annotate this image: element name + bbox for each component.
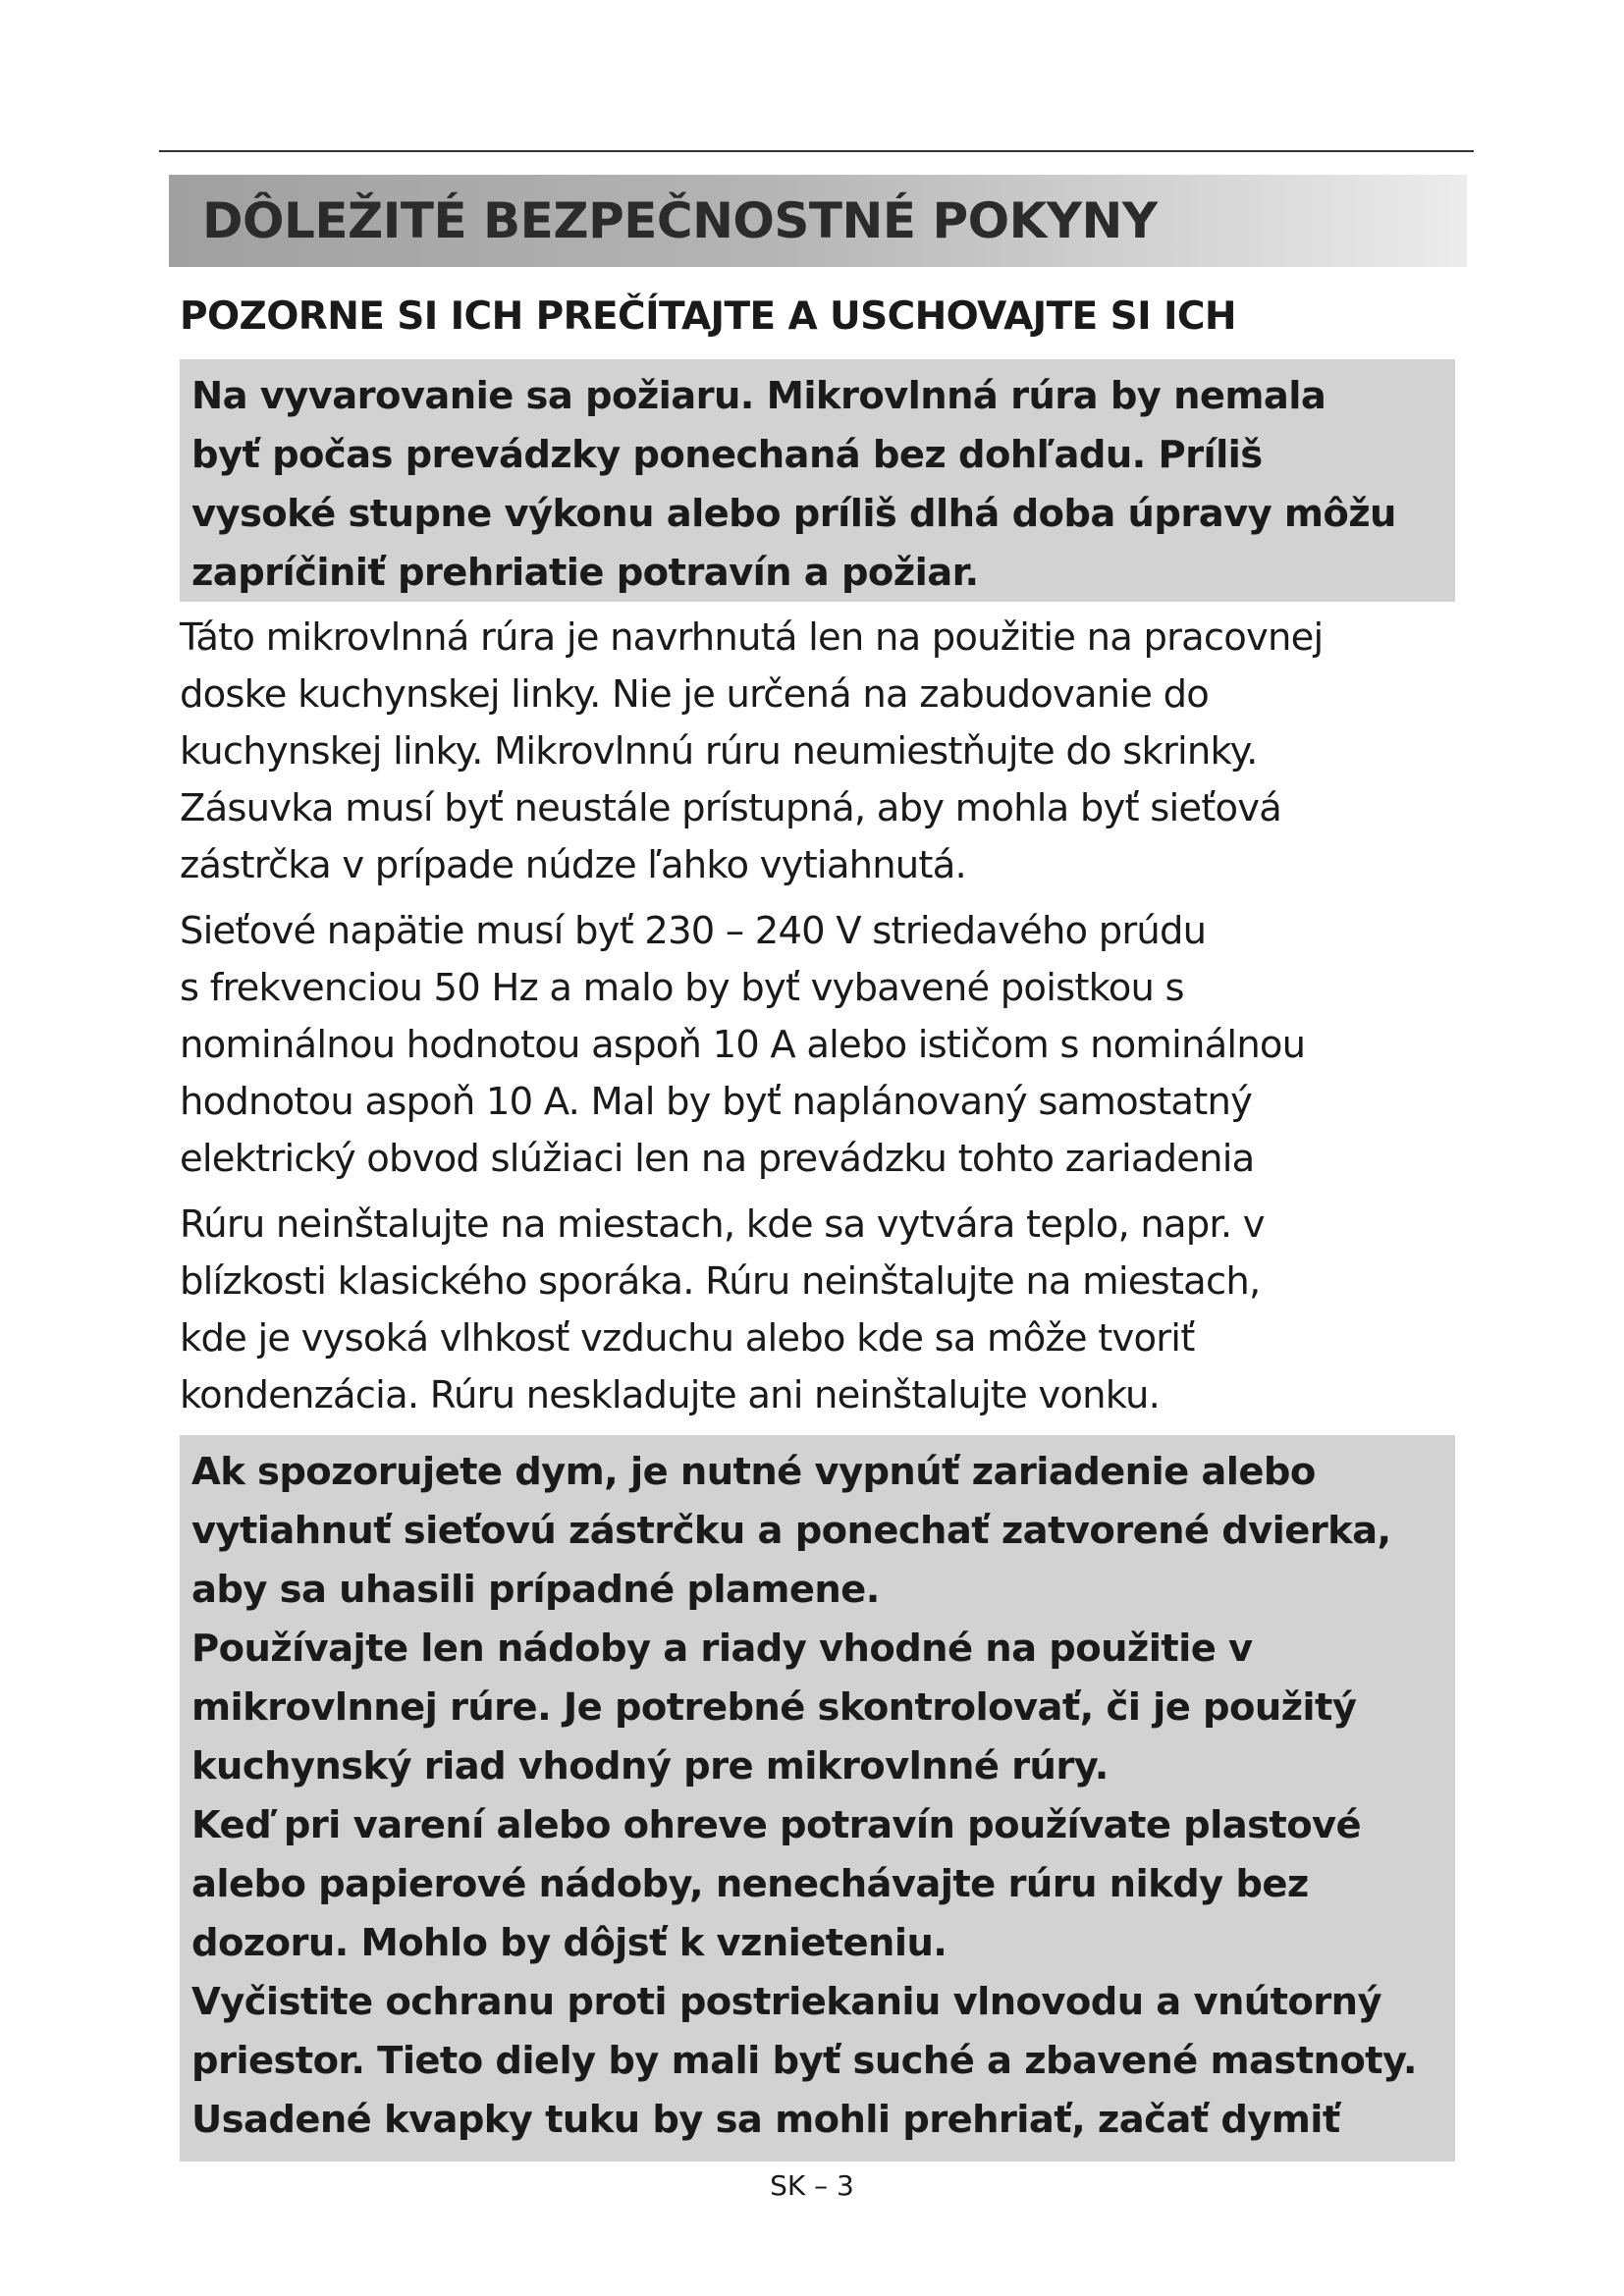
text-line: kde je vysoká vlhkosť vzduchu alebo kde sa môže tvoriť [180, 1316, 1195, 1361]
text-line: Zásuvka musí byť neustále prístupná, aby mohla byť sieťová [180, 786, 1282, 830]
text-line: zástrčka v prípade núdze ľahko vytiahnutá. [180, 843, 966, 887]
text-line: Ak spozorujete dym, je nutné vypnúť zariadenie alebo [191, 1450, 1316, 1494]
text-line: Vyčistite ochranu proti postriekaniu vlnovodu a vnútorný [191, 1980, 1381, 2024]
top-rule [159, 150, 1474, 152]
text-line: elektrický obvod slúžiaci len na prevádzku tohto zariadenia [180, 1137, 1255, 1181]
text-line: mikrovlnnej rúre. Je potrebné skontrolovať, či je použitý [191, 1685, 1357, 1730]
text-line: Keď pri varení alebo ohreve potravín používate plastové [191, 1803, 1362, 1847]
cleaning-warning-text [191, 1973, 1445, 2150]
text-line: Táto mikrovlnná rúra je navrhnutá len na použitie na pracovnej [180, 615, 1324, 660]
text-line: alebo papierové nádoby, nenechávajte rúru nikdy bez [191, 1862, 1309, 1906]
text-line: dozoru. Mohlo by dôjsť k vznieteniu. [191, 1921, 947, 1965]
text-line: blízkosti klasického sporáka. Rúru neinštalujte na miestach, [180, 1259, 1261, 1304]
installation-text [180, 610, 1466, 894]
text-line: s frekvenciou 50 Hz a malo by byť vybavené poistkou s [180, 966, 1184, 1010]
placement-text [180, 1197, 1466, 1424]
page-number: SK – 3 [770, 2169, 854, 2202]
smoke-warning-text [191, 1443, 1445, 1620]
title-bar [169, 175, 1467, 267]
text-line: kuchynský riad vhodný pre mikrovlnné rúry. [191, 1744, 1109, 1789]
page-title: DÔLEŽITÉ BEZPEČNOSTNÉ POKYNY [202, 192, 1158, 249]
fire-warning-box [180, 359, 1455, 602]
fire-warning-text [191, 367, 1445, 603]
text-line: Rúru neinštalujte na miestach, kde sa vytvára teplo, napr. v [180, 1202, 1265, 1247]
text-line: hodnotou aspoň 10 A. Mal by byť naplánovaný samostatný [180, 1080, 1253, 1124]
text-line: kuchynskej linky. Mikrovlnnú rúru neumiestňujte do skrinky. [180, 729, 1258, 774]
text-line: aby sa uhasili prípadné plamene. [191, 1568, 880, 1612]
text-line: Usadené kvapky tuku by sa mohli prehriať, začať dymiť [191, 2098, 1340, 2142]
smoke-warning-box [180, 1435, 1455, 2162]
cookware-warning-text [191, 1620, 1445, 1796]
text-line: vytiahnuť sieťovú zástrčku a ponechať zatvorené dvierka, [191, 1509, 1391, 1553]
power-supply-text [180, 903, 1466, 1188]
text-line: priestor. Tieto diely by mali byť suché a zbavené mastnoty. [191, 2039, 1417, 2083]
text-line: nominálnou hodnotou aspoň 10 A alebo ističom s nominálnou [180, 1023, 1306, 1067]
text-line: Používajte len nádoby a riady vhodné na použitie v [191, 1627, 1253, 1671]
text-line: doske kuchynskej linky. Nie je určená na zabudovanie do [180, 672, 1210, 717]
text-line: Sieťové napätie musí byť 230 – 240 V striedavého prúdu [180, 909, 1207, 953]
placement-paragraph [180, 1197, 1466, 1424]
text-line: kondenzácia. Rúru neskladujte ani neinštalujte vonku. [180, 1373, 1161, 1417]
text-line: vysoké stupne výkonu alebo príliš dlhá doba úpravy môžu [191, 492, 1396, 536]
page-subtitle: POZORNE SI ICH PREČÍTAJTE A USCHOVAJTE SI ICH [180, 294, 1236, 339]
plastic-container-warning-text [191, 1796, 1445, 1973]
text-line: Na vyvarovanie sa požiaru. Mikrovlnná rúra by nemala [191, 374, 1326, 418]
installation-paragraph [180, 610, 1466, 894]
text-line: zapríčiniť prehriatie potravín a požiar. [191, 551, 979, 595]
text-line: byť počas prevádzky ponechaná bez dohľadu. Príliš [191, 433, 1263, 477]
power-supply-paragraph [180, 903, 1466, 1188]
